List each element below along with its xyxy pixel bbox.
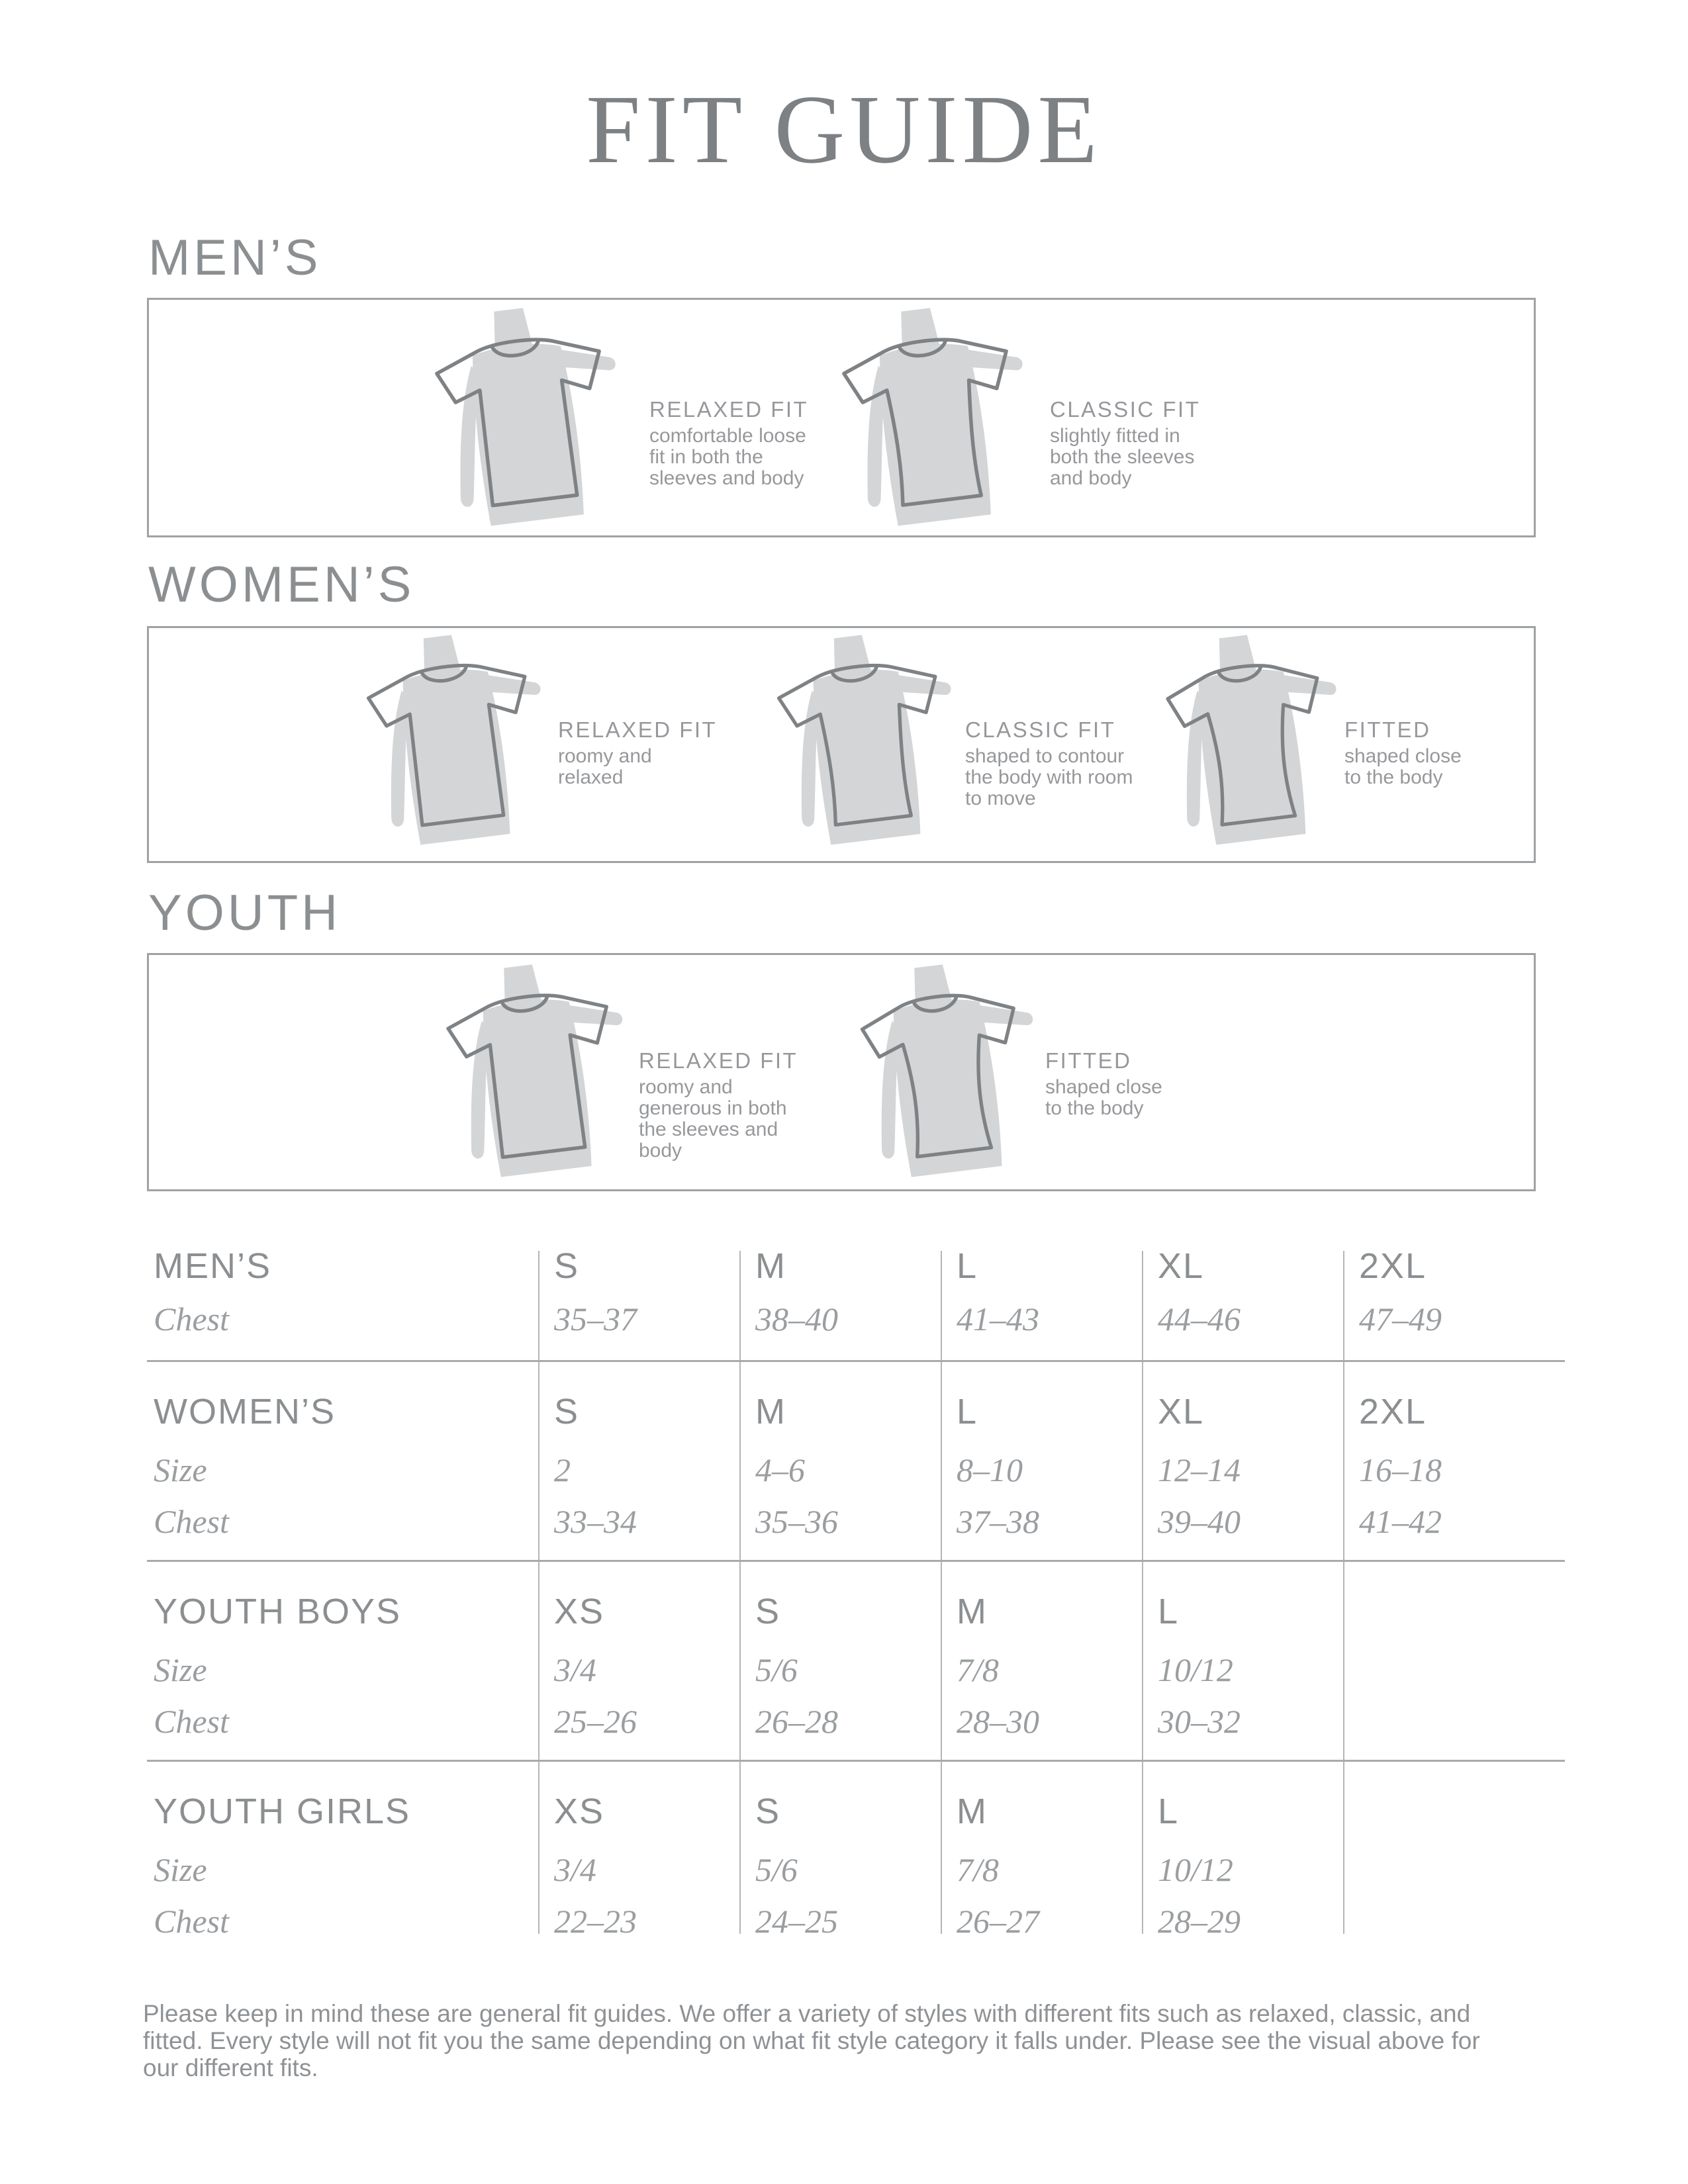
size-cell: XL (1158, 1392, 1205, 1432)
section-heading-youth: YOUTH (148, 885, 341, 941)
value-cell: 44–46 (1158, 1300, 1241, 1338)
size-cell: M (755, 1392, 786, 1432)
row-label: Chest (154, 1903, 229, 1940)
table-row-youth-boys-size (147, 1651, 1565, 1690)
womens-relaxed-fit-text (558, 717, 718, 788)
value-cell: 7/8 (957, 1851, 999, 1888)
table-row-mens-sizes (147, 1246, 1565, 1287)
table-row-womens-size (147, 1451, 1565, 1490)
youth-relaxed-fit-text (639, 1049, 801, 1161)
fit-label: FITTED (1344, 717, 1431, 742)
fit-label: CLASSIC FIT (1050, 397, 1201, 422)
womens-classic-tshirt-icon (755, 635, 966, 845)
womens-fitted-tshirt-icon (1141, 635, 1351, 845)
fit-label: RELAXED FIT (649, 397, 809, 422)
value-cell: 41–43 (957, 1300, 1039, 1338)
size-cell: 2XL (1359, 1392, 1427, 1432)
size-cell: L (1158, 1592, 1180, 1631)
table-section-divider (147, 1360, 1565, 1362)
mens-relaxed-tshirt-icon (412, 308, 631, 526)
fit-label: FITTED (1045, 1048, 1132, 1073)
table-section-divider (147, 1760, 1565, 1762)
size-cell: S (554, 1392, 580, 1432)
value-cell (1343, 1703, 1544, 1741)
page-title: FIT GUIDE (586, 75, 1102, 184)
row-label: YOUTH BOYS (154, 1592, 402, 1631)
value-cell: 38–40 (755, 1300, 838, 1338)
row-label: Size (154, 1451, 207, 1488)
value-cell: 5/6 (755, 1651, 798, 1688)
size-cell: M (755, 1246, 786, 1286)
fit-label: CLASSIC FIT (965, 717, 1116, 742)
size-cell: L (957, 1392, 978, 1432)
value-cell: 37–38 (957, 1503, 1039, 1540)
value-cell: 7/8 (957, 1651, 999, 1688)
size-cell: L (1158, 1792, 1180, 1831)
row-label: Size (154, 1851, 207, 1888)
table-section-divider (147, 1560, 1565, 1562)
row-label: MEN’S (154, 1246, 272, 1286)
womens-classic-fit-text (965, 718, 1137, 809)
value-cell: 28–30 (957, 1703, 1039, 1740)
value-cell: 5/6 (755, 1851, 798, 1888)
value-cell: 24–25 (755, 1903, 838, 1940)
value-cell: 47–49 (1359, 1300, 1442, 1338)
youth-relaxed-tshirt-icon (424, 964, 637, 1177)
value-cell: 28–29 (1158, 1903, 1241, 1940)
row-label: Chest (154, 1300, 229, 1338)
youth-fitted-fit-text (1045, 1049, 1171, 1119)
value-cell: 12–14 (1158, 1451, 1241, 1488)
fit-label: RELAXED FIT (558, 717, 718, 742)
row-label: YOUTH GIRLS (154, 1792, 411, 1831)
size-cell: S (554, 1246, 580, 1286)
value-cell: 4–6 (755, 1451, 805, 1488)
value-cell: 8–10 (957, 1451, 1023, 1488)
section-heading-womens: WOMEN’S (148, 557, 415, 613)
value-cell: 33–34 (554, 1503, 637, 1540)
youth-fitted-tshirt-icon (835, 964, 1048, 1177)
table-row-youth-girls-sizes (147, 1791, 1565, 1832)
size-cell: XS (554, 1792, 605, 1831)
fit-description: roomy and relaxed (558, 745, 652, 788)
fit-description: slightly fitted in both the sleeves and body (1050, 425, 1195, 489)
row-label: Chest (154, 1703, 229, 1740)
footer-note: Please keep in mind these are general fit guides. We offer a variety of styles with different fits such as relaxed, classic, and fitted. Every style will not fit you the same depending on what fit style category it falls under. Please see the visual above for our different fits. (143, 2000, 1480, 2081)
value-cell (1343, 1651, 1544, 1690)
value-cell: 25–26 (554, 1703, 637, 1740)
table-row-youth-boys-chest (147, 1703, 1565, 1741)
youth-fit-box (147, 953, 1536, 1191)
fit-label: RELAXED FIT (639, 1048, 798, 1073)
size-cell: M (957, 1592, 988, 1631)
value-cell: 26–27 (957, 1903, 1039, 1940)
womens-relaxed-tshirt-icon (345, 635, 555, 845)
size-table (147, 1244, 1565, 1938)
table-row-womens-chest (147, 1503, 1565, 1541)
size-cell: S (755, 1792, 781, 1831)
fit-description: shaped close to the body (1045, 1076, 1162, 1119)
section-heading-mens: MEN’S (148, 230, 322, 286)
value-cell: 10/12 (1158, 1651, 1233, 1688)
row-label: Chest (154, 1503, 229, 1540)
row-label: WOMEN’S (154, 1392, 336, 1432)
size-cell: 2XL (1359, 1246, 1427, 1286)
size-cell: S (755, 1592, 781, 1631)
table-row-youth-boys-sizes (147, 1591, 1565, 1632)
value-cell: 22–23 (554, 1903, 637, 1940)
mens-classic-fit-text (1050, 398, 1219, 489)
fit-description: roomy and generous in both the sleeves and body (639, 1076, 787, 1161)
value-cell: 30–32 (1158, 1703, 1241, 1740)
value-cell (1343, 1851, 1544, 1889)
value-cell: 41–42 (1359, 1503, 1442, 1540)
size-cell (1343, 1791, 1544, 1832)
table-row-mens-chest (147, 1300, 1565, 1339)
fit-description: shaped to contour the body with room to move (965, 745, 1133, 809)
value-cell: 3/4 (554, 1851, 596, 1888)
value-cell: 35–37 (554, 1300, 637, 1338)
size-cell (1343, 1591, 1544, 1632)
mens-relaxed-fit-text (649, 398, 818, 489)
mens-fit-box (147, 298, 1536, 537)
value-cell: 26–28 (755, 1703, 838, 1740)
fit-description: shaped close to the body (1344, 745, 1462, 788)
row-label: Size (154, 1651, 207, 1688)
value-cell: 39–40 (1158, 1503, 1241, 1540)
value-cell: 2 (554, 1451, 571, 1488)
table-row-youth-girls-size (147, 1851, 1565, 1889)
value-cell: 3/4 (554, 1651, 596, 1688)
womens-fitted-fit-text (1344, 718, 1470, 788)
size-cell: XL (1158, 1246, 1205, 1286)
mens-classic-tshirt-icon (820, 308, 1038, 526)
value-cell: 16–18 (1359, 1451, 1442, 1488)
womens-fit-box (147, 626, 1536, 863)
size-cell: XS (554, 1592, 605, 1631)
table-row-youth-girls-chest (147, 1903, 1565, 1941)
table-row-womens-sizes (147, 1391, 1565, 1432)
size-cell: M (957, 1792, 988, 1831)
fit-description: comfortable loose fit in both the sleeves and body (649, 425, 806, 489)
value-cell: 35–36 (755, 1503, 838, 1540)
value-cell: 10/12 (1158, 1851, 1233, 1888)
value-cell (1343, 1903, 1544, 1941)
size-cell: L (957, 1246, 978, 1286)
